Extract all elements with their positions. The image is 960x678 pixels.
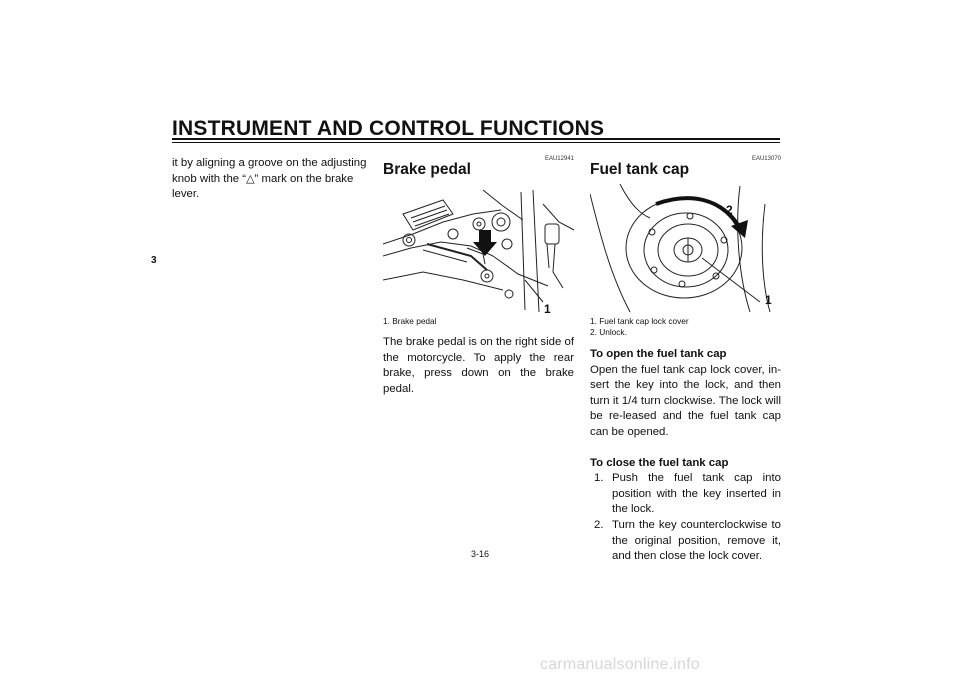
watermark: carmanualsonline.info (540, 656, 700, 673)
step-text: Turn the key counterclockwise to the original position, remove it, and then close the lock cover. (612, 518, 781, 563)
subheading-open: To open the fuel tank cap (590, 348, 727, 360)
continuation-line-3: lever. (172, 188, 200, 201)
triangle-mark-icon: △ (246, 172, 255, 185)
header-rule-thin (172, 142, 780, 143)
arrow-head-icon (731, 220, 748, 238)
caption-item: 1. Fuel tank cap lock cover (590, 316, 689, 326)
brake-pedal-illustration (383, 184, 574, 314)
subheading-close: To close the fuel tank cap (590, 456, 729, 469)
continuation-line-2-end: ” mark on the brake (254, 172, 354, 185)
callout-1: 1 (544, 302, 551, 314)
brake-pedal-drawing (383, 184, 574, 314)
fuel-tank-cap-illustration (590, 184, 781, 314)
section-brake-pedal (383, 152, 574, 397)
callout-2: 2 (726, 203, 733, 217)
caption-item: 2. Unlock. (590, 327, 627, 337)
open-instructions: Open the fuel tank cap lock cover, in-sert the key into the lock, and then turn it 1/4 turn clockwise. The lock will be re-leased and the fuel tank cap can be opened. (590, 363, 781, 438)
section-code: EAU13070 (751, 156, 781, 162)
step-item (590, 518, 781, 565)
column-continuation (172, 156, 367, 203)
page-number: 3-16 (470, 549, 489, 559)
page-title: INSTRUMENT AND CONTROL FUNCTIONS (172, 117, 605, 140)
callout-1: 1 (765, 293, 772, 307)
body-paragraph (383, 335, 574, 397)
section-fuel-tank-cap (590, 152, 781, 565)
brake-pedal-text: The brake pedal is on the right side of the motorcycle. To apply the rear brake, press down on the brake pedal. (383, 336, 574, 395)
caption-item: 1. Brake pedal (383, 316, 437, 326)
step-text: Push the fuel tank cap into position with the key inserted in the lock. (612, 472, 781, 516)
continuation-line-2-start: knob with the “ (172, 172, 247, 185)
header-rule (172, 138, 780, 140)
step-number: 2. (594, 518, 604, 531)
fuel-cap-drawing (590, 184, 781, 314)
step-item (590, 471, 781, 518)
chapter-tab: 3 (151, 255, 157, 266)
figure-caption (383, 316, 574, 327)
continuation-line-1: it by aligning a groove on the adjusting (172, 157, 367, 169)
figure-caption (590, 316, 781, 338)
continuation-line-2 (172, 172, 367, 188)
step-number: 1. (594, 472, 604, 485)
section-title: Fuel tank cap (590, 161, 690, 178)
section-title: Brake pedal (383, 161, 471, 178)
section-code: EAU12941 (544, 156, 574, 162)
